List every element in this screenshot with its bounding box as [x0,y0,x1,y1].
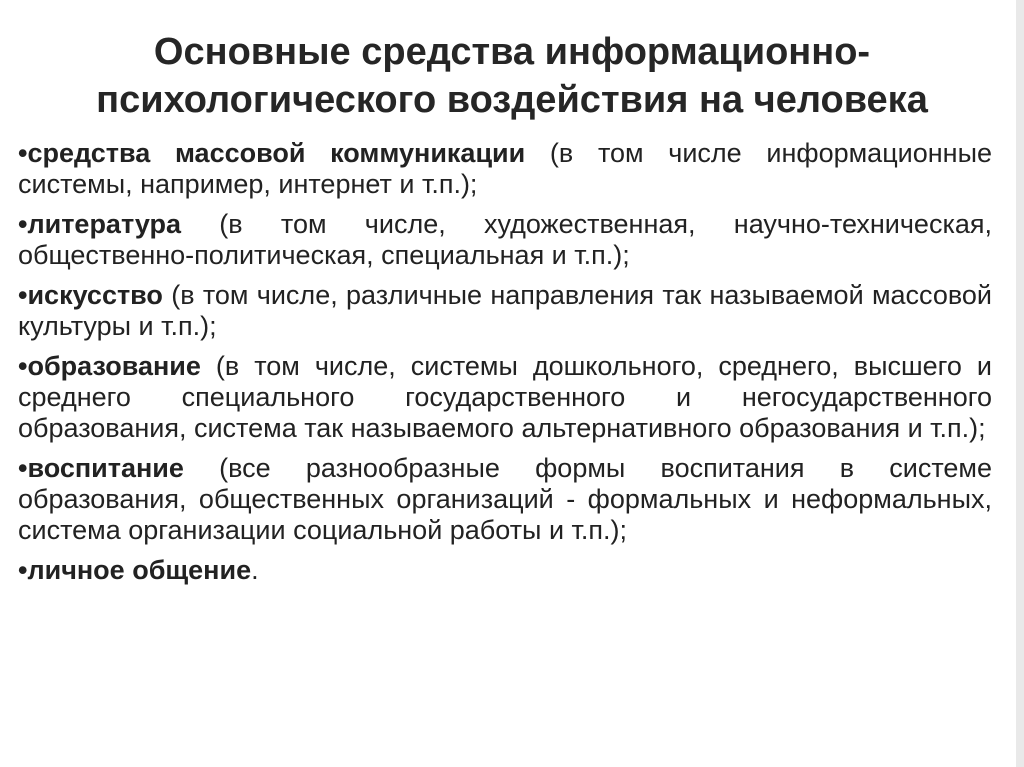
bullet: • [18,138,28,168]
bullet: • [18,453,28,483]
list-item-term: литература [27,209,182,239]
bullet: • [18,351,28,381]
list-item-upbringing [18,453,992,546]
list-item-term: средства массовой коммуникации [27,138,526,168]
bullet: • [18,555,28,585]
slide-title-line-2: психологического воздействия на человека [96,79,928,121]
list-item-term: личное общение [27,555,252,585]
list-item-term: воспитание [27,453,184,483]
bullet: • [18,280,28,310]
list-item-text: (все разнообразные формы воспитания в системе образования, общественных организаций - формальных и неформальных, система организации социальной работы и т.п.); [18,453,992,545]
list-item-term: образование [27,351,201,381]
bullet: • [18,209,28,239]
list-item-text: (в том числе информационные системы, например, интернет и т.п.); [18,138,992,199]
list-item-term: искусство [27,280,163,310]
list-item-text: (в том числе, системы дошкольного, среднего, высшего и среднего специального государственного и негосударственного образования, система так называемого альтернативного образования и т.п.); [18,351,992,443]
list-item-literature [18,209,992,271]
means-list [18,138,992,595]
slide-title-line-1: Основные средства информационно- [153,31,871,73]
slide-title [40,28,984,124]
list-item-text: (в том числе, различные направления так называемой массовой культуры и т.п.); [18,280,992,341]
list-item-education [18,351,992,444]
list-item-mass-communication [18,138,992,200]
list-item-text: (в том числе, художественная, научно-техническая, общественно-политическая, специальная и т.п.); [18,209,992,270]
list-item-personal-communication [18,555,992,586]
list-item-art [18,280,992,342]
list-item-text: . [251,555,259,585]
